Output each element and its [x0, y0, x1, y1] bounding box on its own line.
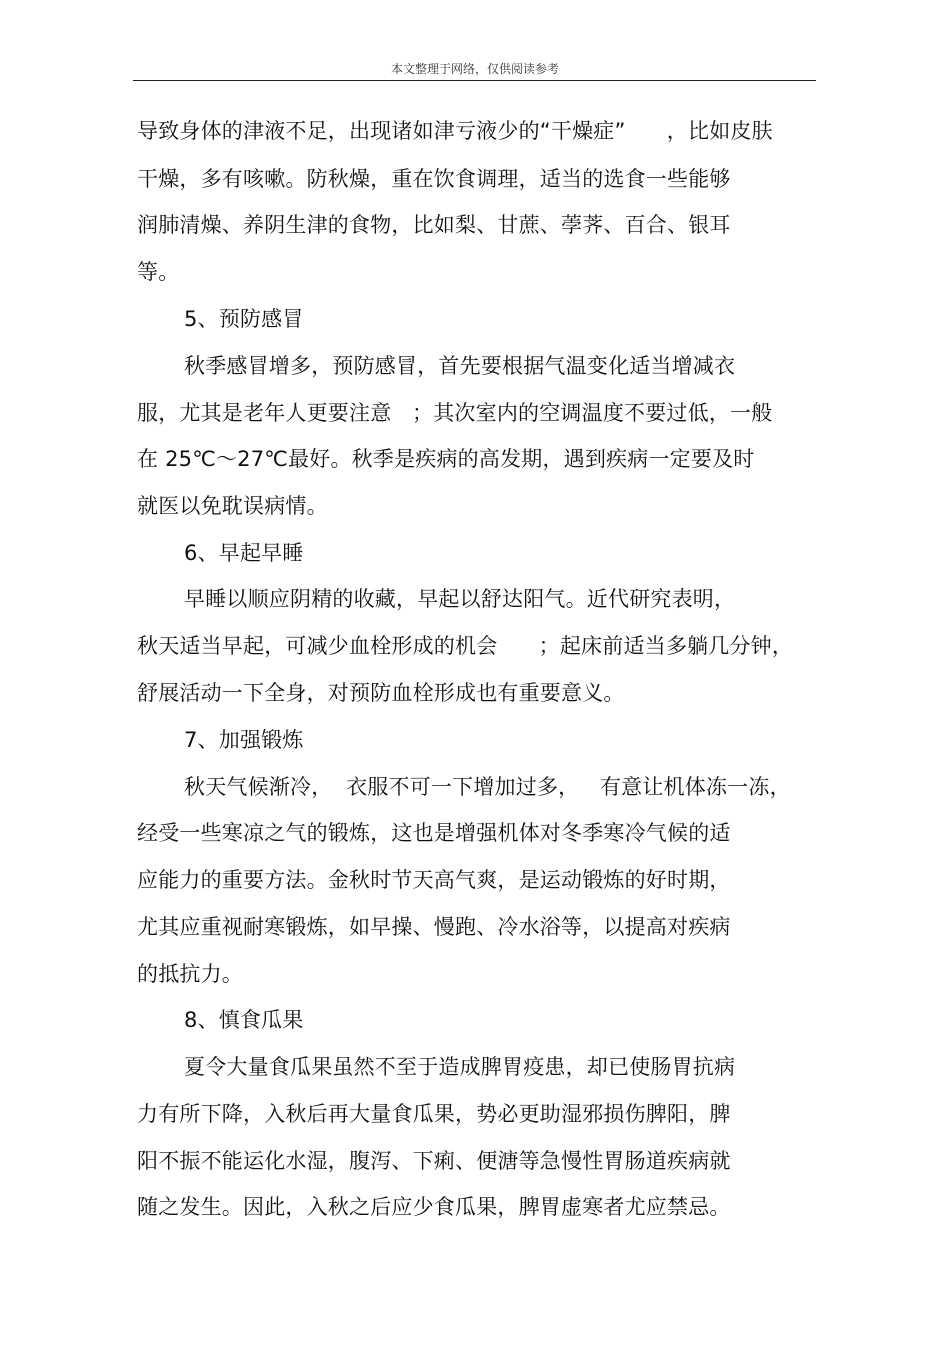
- text-line: 就医以免耽误病情。: [137, 494, 328, 518]
- text-line: 经受一些寒凉之气的锻炼，这也是增强机体对冬季寒冷气候的适: [137, 821, 731, 845]
- page-header: 本文整理于网络，仅供阅读参考: [390, 62, 559, 76]
- text-line: 导致身体的津液不足，出现诸如津亏液少的“干燥症” ，比如皮肤: [137, 119, 773, 143]
- text-line: 在 25℃～27℃最好。秋季是疾病的高发期，遇到疾病一定要及时: [137, 447, 755, 471]
- text-line: 干燥，多有咳嗽。防秋燥，重在饮食调理，适当的选食一些能够: [137, 167, 731, 191]
- text-line: 夏令大量食瓜果虽然不至于造成脾胃疫患，却已使肠胃抗病: [184, 1055, 736, 1079]
- section-heading: 5、预防感冒: [184, 307, 304, 331]
- section-heading: 8、慎食瓜果: [184, 1008, 304, 1032]
- text-line: 秋季感冒增多，预防感冒，首先要根据气温变化适当增减衣: [184, 354, 736, 378]
- text-line: 随之发生。因此，入秋之后应少食瓜果，脾胃虚寒者尤应禁忌。: [137, 1195, 731, 1219]
- text-line: 早睡以顺应阴精的收藏，早起以舒达阳气。近代研究表明，: [184, 587, 736, 611]
- text-line: 舒展活动一下全身，对预防血栓形成也有重要意义。: [137, 681, 625, 705]
- text-line: 润肺清燥、养阴生津的食物，比如梨、甘蔗、荸荠、百合、银耳: [137, 213, 731, 237]
- header-divider: [133, 80, 816, 81]
- text-line: 等。: [137, 260, 180, 284]
- text-line: 秋天适当早起，可减少血栓形成的机会 ；起床前适当多躺几分钟，: [137, 634, 794, 658]
- text-line: 秋天气候渐冷， 衣服不可一下增加过多， 有意让机体冻一冻，: [184, 775, 791, 799]
- text-line: 服，尤其是老年人更要注意 ；其次室内的空调温度不要过低，一般: [137, 401, 773, 425]
- text-line: 尤其应重视耐寒锻炼，如早操、慢跑、冷水浴等，以提高对疾病: [137, 915, 731, 939]
- section-heading: 7、加强锻炼: [184, 728, 304, 752]
- text-line: 的抵抗力。: [137, 962, 243, 986]
- text-line: 阳不振不能运化水湿，腹泻、下痢、便溏等急慢性胃肠道疾病就: [137, 1149, 731, 1173]
- section-heading: 6、早起早睡: [184, 541, 304, 565]
- text-line: 应能力的重要方法。金秋时节天高气爽，是运动锻炼的好时期，: [137, 868, 731, 892]
- text-line: 力有所下降，入秋后再大量食瓜果，势必更助湿邪损伤脾阳，脾: [137, 1102, 731, 1126]
